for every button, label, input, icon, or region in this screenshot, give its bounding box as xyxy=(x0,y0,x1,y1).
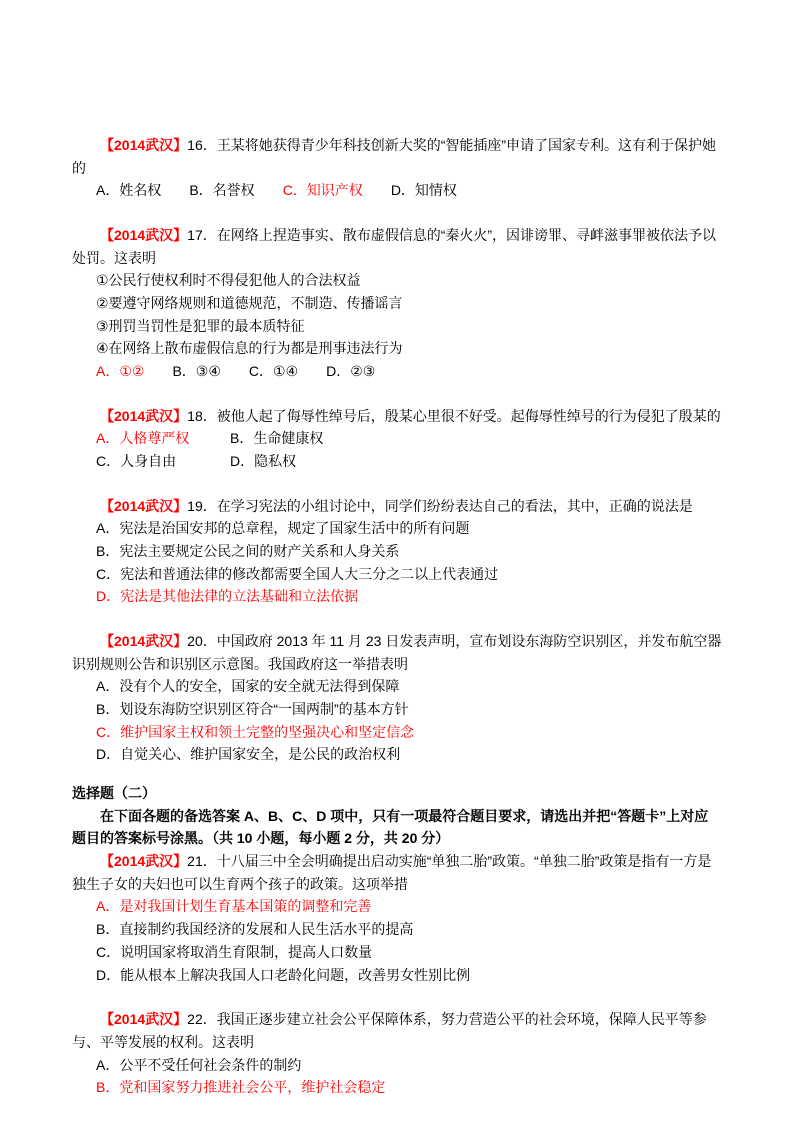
option-A: A．宪法是治国安邦的总章程，规定了国家生活中的所有问题 xyxy=(96,520,470,537)
option-A: A．人格尊严权 xyxy=(96,430,190,447)
question-16 xyxy=(72,134,722,202)
question-source-tag: 【2014武汉】 xyxy=(100,407,188,424)
option-D: D．知情权 xyxy=(390,182,457,199)
option-A: A．没有个人的安全，国家的安全就无法得到保障 xyxy=(96,678,400,695)
question-text: 16．王某将她获得青少年科技创新大奖的“智能插座”申请了国家专利。这有利于保护她的 xyxy=(72,137,717,176)
question-stem xyxy=(72,850,722,895)
option-B: B．名誉权 xyxy=(189,182,255,199)
question-stem xyxy=(72,495,722,518)
question-stem xyxy=(72,405,722,428)
question-22 xyxy=(72,1008,722,1099)
option-C: C．人身自由 xyxy=(96,453,177,470)
option-B: B．划设东海防空识别区符合“一国两制”的基本方针 xyxy=(96,701,409,718)
option-A: A．公平不受任何社会条件的制约 xyxy=(96,1056,302,1073)
option-C: C．①④ xyxy=(248,363,299,380)
question-stem xyxy=(72,224,722,269)
question-source-tag: 【2014武汉】 xyxy=(100,633,188,650)
question-source-tag: 【2014武汉】 xyxy=(100,497,188,514)
option-D: D．能从根本上解决我国人口老龄化问题，改善男女性别比例 xyxy=(96,966,471,983)
option-B: B．生命健康权 xyxy=(230,430,324,447)
question-text: 18．被他人起了侮辱性绰号后，殷某心里很不好受。起侮辱性绰号的行为侵犯了殷某的 xyxy=(187,407,721,424)
question-text: 22．我国正逐步建立社会公平保障体系，努力营造公平的社会环境，保障人民平等参与、平等发展的权利。这表明 xyxy=(72,1011,707,1050)
question-text: 19．在学习宪法的小组讨论中，同学们纷纷表达自己的看法，其中，正确的说法是 xyxy=(187,497,693,514)
option-C: C．宪法和普通法律的修改都需要全国人大三分之二以上代表通过 xyxy=(96,565,499,582)
question-source-tag: 【2014武汉】 xyxy=(100,227,188,244)
question-19 xyxy=(72,495,722,608)
options-row xyxy=(96,360,722,383)
statement-line: ④在网络上散布虚假信息的行为都是刑事违法行为 xyxy=(96,340,403,357)
question-17 xyxy=(72,224,722,383)
option-D: D．宪法是其他法律的立法基础和立法依据 xyxy=(96,588,359,605)
options-row xyxy=(96,179,722,202)
option-B: B．宪法主要规定公民之间的财产关系和人身关系 xyxy=(96,543,400,560)
option-B: B．党和国家努力推进社会公平，维护社会稳定 xyxy=(96,1079,386,1096)
option-A: A．是对我国计划生育基本国策的调整和完善 xyxy=(96,898,372,915)
option-C: C．维护国家主权和领土完整的坚强决心和坚定信念 xyxy=(96,723,415,740)
question-21 xyxy=(72,850,722,986)
question-text: 21．十八届三中全会明确提出启动实施“单独二胎”政策。“单独二胎”政策是指有一方是独生子女的夫妇也可以生育两个孩子的政策。这项举措 xyxy=(72,853,712,892)
document-body xyxy=(72,134,722,1099)
section-title: 选择题（二） xyxy=(72,785,156,802)
question-source-tag: 【2014武汉】 xyxy=(100,853,188,870)
section-instructions: 在下面各题的备选答案 A、B、C、D 项中，只有一项最符合题目要求，请选出并把“答题卡”上对应题目的答案标号涂黑。（共 10 小题，每小题 2 分，共 20 分） xyxy=(72,807,709,847)
question-stem xyxy=(72,630,722,675)
options-row xyxy=(96,427,722,450)
question-stem xyxy=(72,1008,722,1053)
options-row xyxy=(96,450,722,473)
question-source-tag: 【2014武汉】 xyxy=(100,1011,188,1028)
option-B: B．③④ xyxy=(172,363,221,380)
question-text: 17．在网络上捏造事实、散布虚假信息的“秦火火”，因诽谤罪、寻衅滋事罪被依法予以处罚。这表明 xyxy=(72,227,717,266)
option-D: D．隐私权 xyxy=(230,453,297,470)
option-C: C．知识产权 xyxy=(282,182,363,199)
option-C: C．说明国家将取消生育限制，提高人口数量 xyxy=(96,943,373,960)
option-B: B．直接制约我国经济的发展和人民生活水平的提高 xyxy=(96,921,414,938)
question-20 xyxy=(72,630,722,766)
question-18 xyxy=(72,405,722,473)
option-D: D．②③ xyxy=(326,363,376,380)
option-D: D．自觉关心、维护国家安全，是公民的政治权利 xyxy=(96,746,401,763)
statement-line: ③刑罚当罚性是犯罪的最本质特征 xyxy=(96,317,305,334)
statement-line: ②要遵守网络规则和道德规范，不制造、传播谣言 xyxy=(96,295,403,312)
question-stem xyxy=(72,134,722,179)
statement-line: ①公民行使权利时不得侵犯他人的合法权益 xyxy=(96,272,361,289)
question-source-tag: 【2014武汉】 xyxy=(100,137,188,153)
option-A: A．姓名权 xyxy=(96,182,162,199)
section-header xyxy=(72,782,722,850)
question-text: 20．中国政府 2013 年 11 月 23 日发表声明，宣布划设东海防空识别区，并发布航空器识别规则公告和识别区示意图。我国政府这一举措表明 xyxy=(72,633,722,672)
option-A: A．①② xyxy=(96,363,145,380)
